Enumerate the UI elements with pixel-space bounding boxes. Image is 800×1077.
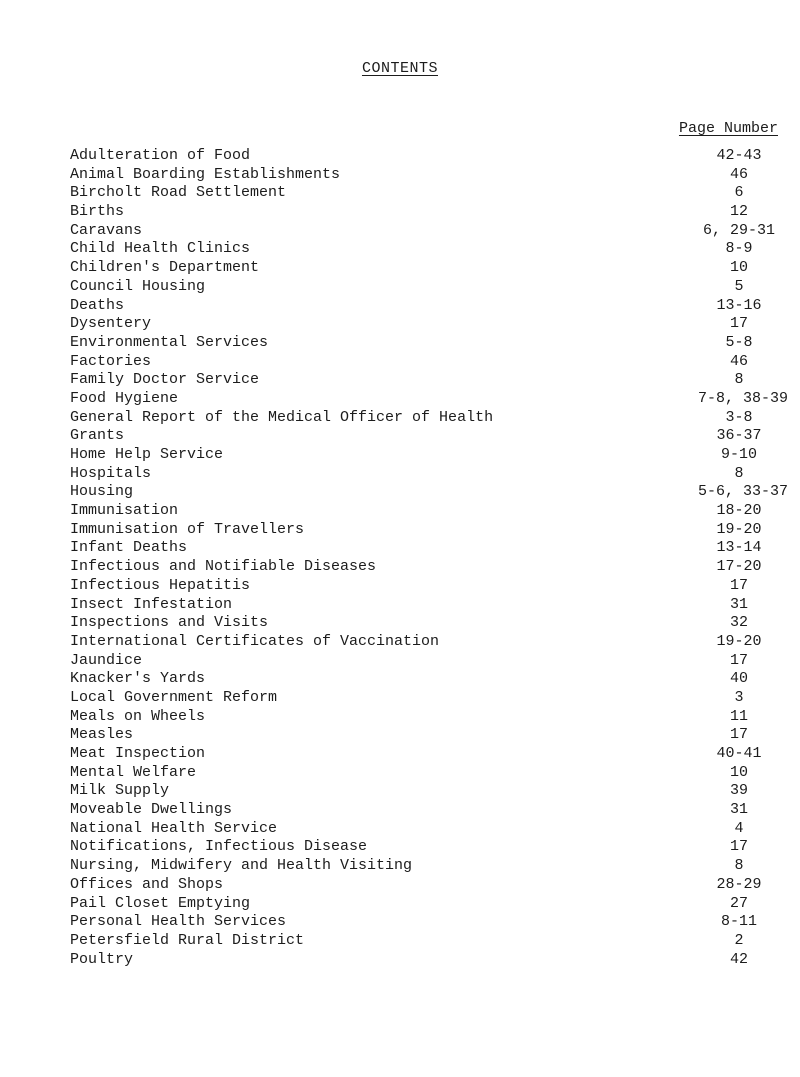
entry-page-number: 17: [698, 838, 780, 857]
entry-page-number: 46: [698, 166, 780, 185]
list-item: [70, 446, 780, 465]
entry-subject: National Health Service: [70, 820, 285, 839]
entry-page-number: 13-14: [698, 539, 780, 558]
entry-subject: Infectious and Notifiable Diseases: [70, 558, 384, 577]
entry-subject: Deaths: [70, 297, 132, 316]
list-item: [70, 315, 780, 334]
list-item: [70, 820, 780, 839]
contents-list: [70, 147, 789, 969]
entry-page-number: 19-20: [698, 633, 780, 652]
list-item: [70, 203, 780, 222]
contents-heading: CONTENTS: [361, 60, 438, 77]
entry-subject: Insect Infestation: [70, 596, 240, 615]
list-item: [70, 596, 780, 615]
list-item: [70, 297, 780, 316]
entry-page-number: 4: [698, 820, 780, 839]
entry-subject: Births: [70, 203, 132, 222]
page-title: [0, 60, 800, 77]
list-item: [70, 521, 780, 540]
list-item: [70, 838, 780, 857]
list-item: [70, 932, 780, 951]
entry-page-number: 17: [698, 577, 780, 596]
entry-page-number: 28-29: [698, 876, 780, 895]
entry-subject: International Certificates of Vaccination: [70, 633, 447, 652]
entry-subject: Family Doctor Service: [70, 371, 267, 390]
entry-page-number: 8: [698, 371, 780, 390]
entry-subject: Pail Closet Emptying: [70, 895, 258, 914]
entry-page-number: 18-20: [698, 502, 780, 521]
list-item: [70, 166, 780, 185]
list-item: [70, 539, 780, 558]
entry-page-number: 27: [698, 895, 780, 914]
list-item: [70, 633, 780, 652]
list-item: [70, 782, 780, 801]
entry-page-number: 6: [698, 184, 780, 203]
entry-subject: Home Help Service: [70, 446, 231, 465]
entry-page-number: 39: [698, 782, 780, 801]
list-item: [70, 558, 780, 577]
entry-subject: Caravans: [70, 222, 150, 241]
entry-page-number: 8-11: [698, 913, 780, 932]
entry-page-number: 32: [698, 614, 780, 633]
entry-page-number: 10: [698, 259, 780, 278]
entry-page-number: 19-20: [698, 521, 780, 540]
entry-page-number: 36-37: [698, 427, 780, 446]
entry-subject: Immunisation of Travellers: [70, 521, 312, 540]
list-item: [70, 427, 780, 446]
entry-subject: Milk Supply: [70, 782, 177, 801]
entry-page-number: 46: [698, 353, 780, 372]
entry-subject: Food Hygiene: [70, 390, 186, 409]
entry-page-number: 31: [698, 596, 780, 615]
entry-subject: Environmental Services: [70, 334, 276, 353]
entry-page-number: 3-8: [698, 409, 780, 428]
entry-subject: Meat Inspection: [70, 745, 213, 764]
entry-subject: Personal Health Services: [70, 913, 294, 932]
entry-subject: Child Health Clinics: [70, 240, 258, 259]
entry-page-number: 40-41: [698, 745, 780, 764]
list-item: [70, 801, 780, 820]
entry-subject: Inspections and Visits: [70, 614, 276, 633]
entry-subject: Notifications, Infectious Disease: [70, 838, 375, 857]
list-item: [70, 334, 780, 353]
list-item: [70, 876, 780, 895]
list-item: [70, 259, 780, 278]
entry-page-number: 8: [698, 465, 780, 484]
entry-page-number: 42: [698, 951, 780, 970]
list-item: [70, 726, 780, 745]
entry-page-number: 6, 29-31: [698, 222, 780, 241]
entry-subject: Hospitals: [70, 465, 159, 484]
list-item: [70, 147, 780, 166]
entry-subject: Local Government Reform: [70, 689, 285, 708]
entry-page-number: 17: [698, 315, 780, 334]
list-item: [70, 577, 780, 596]
list-item: [70, 951, 780, 970]
list-item: [70, 670, 780, 689]
entry-subject: Petersfield Rural District: [70, 932, 312, 951]
entry-subject: Infant Deaths: [70, 539, 195, 558]
list-item: [70, 913, 780, 932]
list-item: [70, 465, 780, 484]
entry-page-number: 5-6, 33-37: [698, 483, 789, 501]
list-item: [70, 409, 780, 428]
list-item: [70, 184, 780, 203]
entry-page-number: 11: [698, 708, 780, 727]
entry-page-number: 17: [698, 652, 780, 671]
entry-page-number: 17-20: [698, 558, 780, 577]
list-item: [70, 353, 780, 372]
entry-page-number: 5-8: [698, 334, 780, 353]
entry-subject: Factories: [70, 353, 159, 372]
entry-subject: Knacker's Yards: [70, 670, 213, 689]
entry-page-number: 12: [698, 203, 780, 222]
list-item: [70, 895, 780, 914]
list-item: [70, 389, 789, 409]
entry-page-number: 5: [698, 278, 780, 297]
entry-subject: Council Housing: [70, 278, 213, 297]
entry-subject: Meals on Wheels: [70, 708, 213, 727]
entry-subject: General Report of the Medical Officer of Health: [70, 409, 501, 428]
list-item: [70, 483, 789, 502]
entry-page-number: 17: [698, 726, 780, 745]
list-item: [70, 614, 780, 633]
entry-subject: Infectious Hepatitis: [70, 577, 258, 596]
entry-subject: Jaundice: [70, 652, 150, 671]
list-item: [70, 857, 780, 876]
list-item: [70, 371, 780, 390]
entry-subject: Offices and Shops: [70, 876, 231, 895]
entry-subject: Children's Department: [70, 259, 267, 278]
entry-page-number: 9-10: [698, 446, 780, 465]
list-item: [70, 652, 780, 671]
entry-page-number: 8: [698, 857, 780, 876]
entry-page-number: 2: [698, 932, 780, 951]
entry-page-number: 40: [698, 670, 780, 689]
page-number-label: Page Number: [678, 120, 778, 137]
list-item: [70, 222, 780, 241]
entry-subject: Housing: [70, 483, 141, 502]
entry-subject: Grants: [70, 427, 132, 446]
entry-page-number: 42-43: [698, 147, 780, 166]
entry-page-number: 31: [698, 801, 780, 820]
list-item: [70, 745, 780, 764]
list-item: [70, 764, 780, 783]
list-item: [70, 689, 780, 708]
list-item: [70, 502, 780, 521]
page-number-column-header: [679, 120, 778, 137]
entry-subject: Moveable Dwellings: [70, 801, 240, 820]
entry-page-number: 10: [698, 764, 780, 783]
entry-subject: Bircholt Road Settlement: [70, 184, 294, 203]
entry-subject: Poultry: [70, 951, 141, 970]
list-item: [70, 240, 780, 259]
entry-subject: Nursing, Midwifery and Health Visiting: [70, 857, 420, 876]
entry-subject: Animal Boarding Establishments: [70, 166, 348, 185]
list-item: [70, 278, 780, 297]
entry-page-number: 13-16: [698, 297, 780, 316]
entry-page-number: 7-8, 38-39: [698, 389, 789, 407]
list-item: [70, 708, 780, 727]
entry-subject: Dysentery: [70, 315, 159, 334]
entry-page-number: 3: [698, 689, 780, 708]
entry-subject: Mental Welfare: [70, 764, 204, 783]
entry-page-number: 8-9: [698, 240, 780, 259]
entry-subject: Measles: [70, 726, 141, 745]
entry-subject: Immunisation: [70, 502, 186, 521]
entry-subject: Adulteration of Food: [70, 147, 258, 166]
